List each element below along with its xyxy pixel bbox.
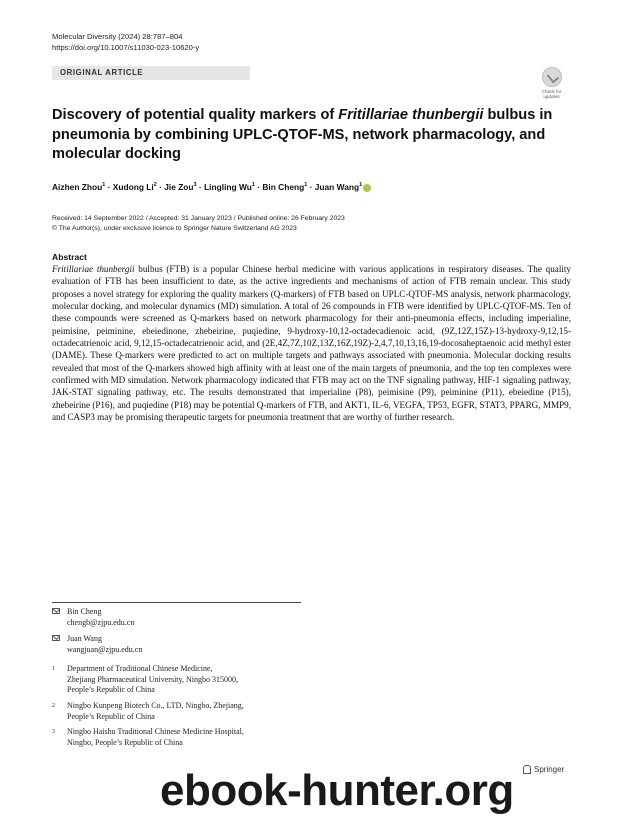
affiliation-line: Ningbo, People’s Republic of China xyxy=(67,737,183,747)
affiliation xyxy=(52,701,244,722)
publisher-logo xyxy=(523,765,564,774)
author-affiliation-number: 1 xyxy=(304,182,308,189)
footnote-divider xyxy=(52,602,301,603)
watermark-text: ebook-hunter.org xyxy=(160,766,514,815)
author-name[interactable]: Lingling Wu xyxy=(204,182,252,192)
author-list: Aizhen Zhou$^1$ · Xudong $Li^2$ · Jie Zou$^3$ · Lingling $Wu^1$ · Bin Cheng$^1$ · Juan Wang$^1$ xyxy=(52,182,371,192)
publisher-name: Springer xyxy=(534,765,565,774)
check-updates-icon xyxy=(542,67,562,87)
author-name[interactable]: Xudong Li xyxy=(112,182,154,192)
affiliation xyxy=(52,664,238,696)
title-part2: bulbus in pneumonia by combining UPLC-QTOF-MS, network pharmacology, and molecular docking xyxy=(52,107,553,162)
affiliation xyxy=(52,727,244,748)
updates-line2: updates xyxy=(543,94,560,99)
doi-link[interactable]: https://doi.org/10.1007/s11030-023-10620-y xyxy=(52,43,200,52)
author-affiliation-number: 3 xyxy=(193,182,197,189)
author-affiliation-number: 2 xyxy=(153,182,157,189)
author-name[interactable]: Juan Wang xyxy=(314,182,360,192)
author-name[interactable]: Aizhen Zhou xyxy=(52,182,103,192)
corresponding-author xyxy=(52,607,134,628)
contact-email[interactable]: wangjuan@zjpu.edu.cn xyxy=(67,644,143,654)
affiliation-number: 1 xyxy=(52,666,55,672)
abstract-body xyxy=(52,263,571,423)
article-title xyxy=(52,106,572,165)
updates-line1: Check for xyxy=(541,89,562,94)
contact-email[interactable]: chengb@zjpu.edu.cn xyxy=(67,617,135,627)
affiliation-line: People’s Republic of China xyxy=(67,685,155,694)
journal-header xyxy=(52,31,199,53)
affiliation-number: 3 xyxy=(52,729,55,735)
affiliation-line: Zhejiang Pharmaceutical University, Ningbo 315000, xyxy=(67,674,238,684)
abstract-text: bulbus (FTB) is a popular Chinese herbal medicine with various applications in respiratory diseases. The quality evaluation of FTB has been insufficient to date, as the active ingredients and mechanisms of action of FTB remain unclear. This study proposes a novel strategy for exploring the quality markers (Q-markers) of FTB based on UPLC-QTOF-MS analysis, network pharmacology, molecular docking, and molecular dynamics (MD) simulation. A total of 26 compounds in FTB were identified by UPLC-QTOF-MS. Ten of these compounds were screened as Q-markers based on network pharmacology for their anti-pneumonia effects, including imperialine, peimisine, peiminine, ebeiedinone, zhebeirine, puqiedine, 9-hydroxy-10,12-octadecadienoic acid, (9Z,12Z,15Z)-13-hydroxy-9,12,15-octadecatrienoic acid, 9,12,15-octadecatrienoic acid, and (2E,4Z,7Z,10Z,13Z,16Z,19Z)-2,4,7,10,13,16,19-docosaheptaenoic acid methyl ester (DAME). These Q-markers were predicted to act on multiple targets and pathways associated with pneumonia. Molecular docking results revealed that most of the Q-markers showed high affinity with at least one of the main targets of pneumonia, and the top ten complexes were confirmed with MD simulation. Network pharmacology indicated that FTB may act on the TNF signaling pathway, HIF-1 signaling pathway, JAK-STAT signaling pathway, etc. The results demonstrated that imperialine (P8), peimisine (P9), peiminine (P11), ebeiedine (P15), zhebeirine (P16), and puqiedine (P18) may be potential Q-markers of FTB, and AKT1, IL-6, VEGFA, TP53, EGFR, STAT3, PPARG, MMP9, and CASP3 may be promising therapeutic targets for pneumonia treatment that are worthy of further research. xyxy=(52,264,571,423)
envelope-icon xyxy=(52,635,60,641)
contact-name: Bin Cheng xyxy=(67,607,102,616)
springer-horse-icon xyxy=(523,765,531,774)
copyright-line: © The Author(s), under exclusive licence to Springer Nature Switzerland AG 2023 xyxy=(52,225,297,232)
dates-line: Received: 14 September 2022 / Accepted: 31 January 2023 / Published online: 26 February 2023 xyxy=(52,215,345,222)
author-affiliation-number: 1 xyxy=(102,182,106,189)
article-type-label: ORIGINAL ARTICLE xyxy=(52,66,250,80)
check-for-updates-badge[interactable] xyxy=(535,67,568,103)
abstract-italic-lead: Fritillariae thunbergii xyxy=(52,264,135,274)
contact-name: Juan Wang xyxy=(67,634,102,643)
journal-citation: Molecular Diversity (2024) 28:787–804 xyxy=(52,32,183,41)
author-affiliation-number: 1 xyxy=(251,182,255,189)
title-part1: Discovery of potential quality markers of xyxy=(52,107,339,123)
corresponding-author xyxy=(52,634,142,655)
author-affiliation-number: 1 xyxy=(359,182,363,189)
envelope-icon xyxy=(52,608,60,614)
orcid-icon[interactable] xyxy=(363,184,371,192)
affiliation-number: 2 xyxy=(52,703,55,709)
affiliation-line: People’s Republic of China xyxy=(67,711,155,721)
title-italic: Fritillariae thunbergii xyxy=(338,107,484,123)
affiliation-line: Ningbo Kunpeng Biotech Co., LTD, Ningbo, Zhejiang, xyxy=(67,701,244,710)
publication-dates xyxy=(52,214,345,234)
abstract-heading: Abstract xyxy=(52,252,87,262)
affiliation-line: Ningbo Haishu Traditional Chinese Medicine Hospital, xyxy=(67,727,244,736)
affiliation-line: Department of Traditional Chinese Medicine, xyxy=(67,664,213,673)
author-name[interactable]: Bin Cheng xyxy=(262,182,305,192)
author-name[interactable]: Jie Zou xyxy=(164,182,194,192)
